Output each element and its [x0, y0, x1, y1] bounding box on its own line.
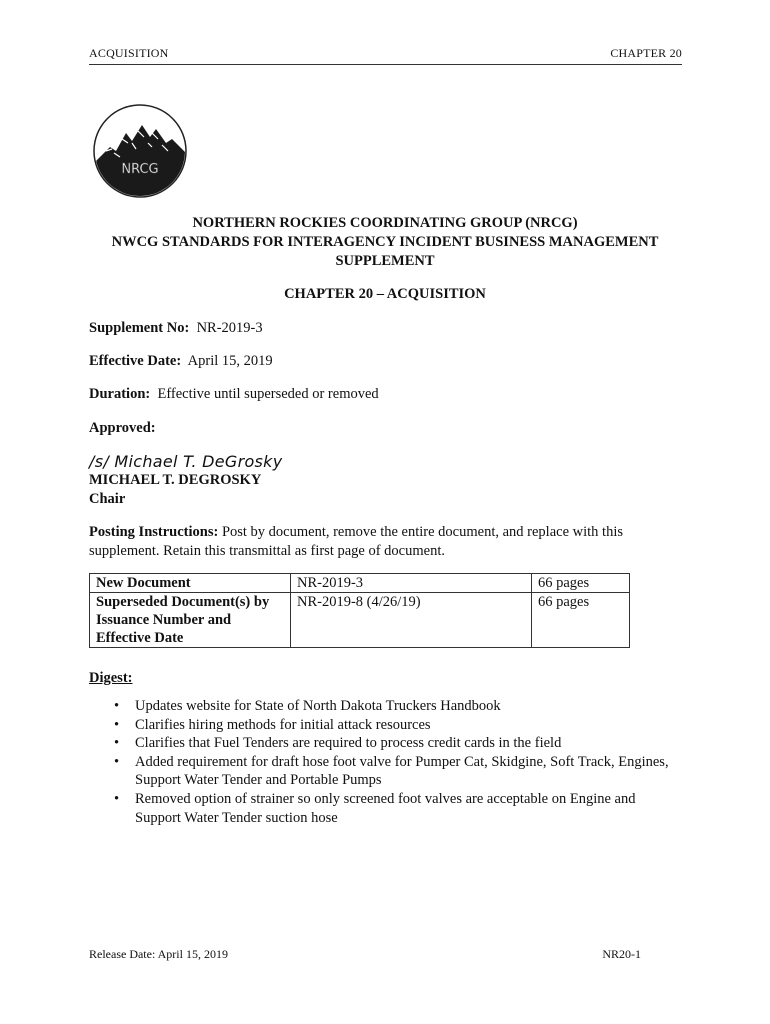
- title-line-1: NORTHERN ROCKIES COORDINATING GROUP (NRCG): [192, 215, 578, 231]
- list-item: • Added requirement for draft hose foot valve for Pumper Cat, Skidgine, Soft Track, Engines, Support Water Tender and Portable Pumps: [89, 753, 679, 790]
- header-right: CHAPTER 20: [610, 46, 682, 60]
- signatory: [89, 471, 261, 509]
- header-left: ACQUISITION: [89, 46, 169, 60]
- digest-list: [89, 697, 679, 827]
- list-item: • Updates website for State of North Dakota Truckers Handbook: [89, 697, 679, 716]
- table-cell-pages: 66 pages: [532, 593, 630, 648]
- table-cell-label: New Document: [90, 574, 291, 593]
- page-header: [89, 44, 682, 65]
- footer-release-date: Release Date: April 15, 2019: [89, 947, 228, 961]
- logo-text: NRCG: [121, 162, 159, 177]
- list-item: • Removed option of strainer so only screened foot valves are acceptable on Engine and Support Water Tender suction hose: [89, 790, 679, 827]
- duration-label: Duration:: [89, 386, 151, 402]
- table-cell-pages: 66 pages: [532, 574, 630, 593]
- approved-label: Approved:: [89, 420, 156, 436]
- handwritten-signature: /s/ Michael T. DeGrosky: [89, 452, 283, 471]
- table-cell-doc: NR-2019-8 (4/26/19): [291, 593, 532, 648]
- duration: [89, 386, 379, 403]
- effective-value: April 15, 2019: [187, 353, 273, 369]
- table-row: [90, 593, 630, 648]
- posting-label: Posting Instructions:: [89, 524, 219, 540]
- nrcg-logo: [92, 103, 188, 199]
- table-cell-label: Superseded Document(s) by Issuance Number and Effective Date: [90, 593, 291, 648]
- supplement-number: [89, 320, 263, 337]
- chapter-heading: CHAPTER 20 – ACQUISITION: [284, 286, 486, 302]
- effective-label: Effective Date:: [89, 353, 182, 369]
- table-row: [90, 574, 630, 593]
- supplement-value: NR-2019-3: [196, 320, 263, 336]
- list-item: • Clarifies hiring methods for initial attack resources: [89, 716, 679, 735]
- digest-heading: Digest:: [89, 670, 133, 686]
- signatory-role: Chair: [89, 491, 126, 507]
- posting-text: Post by document, remove the entire document, and replace with this supplement. Retain this transmittal as first page of document.: [89, 524, 623, 559]
- document-table: [89, 573, 630, 648]
- effective-date: [89, 353, 273, 370]
- document-title: [80, 214, 690, 271]
- signatory-name: MICHAEL T. DEGROSKY: [89, 472, 262, 488]
- title-line-2: NWCG STANDARDS FOR INTERAGENCY INCIDENT BUSINESS MANAGEMENT: [111, 234, 659, 250]
- supplement-label: Supplement No:: [89, 320, 190, 336]
- duration-value: Effective until superseded or removed: [157, 386, 379, 402]
- title-line-3: SUPPLEMENT: [335, 253, 435, 269]
- list-item: • Clarifies that Fuel Tenders are required to process credit cards in the field: [89, 734, 679, 753]
- table-cell-doc: NR-2019-3: [291, 574, 532, 593]
- footer-page-number: NR20-1: [602, 947, 641, 961]
- posting-instructions: [89, 523, 660, 561]
